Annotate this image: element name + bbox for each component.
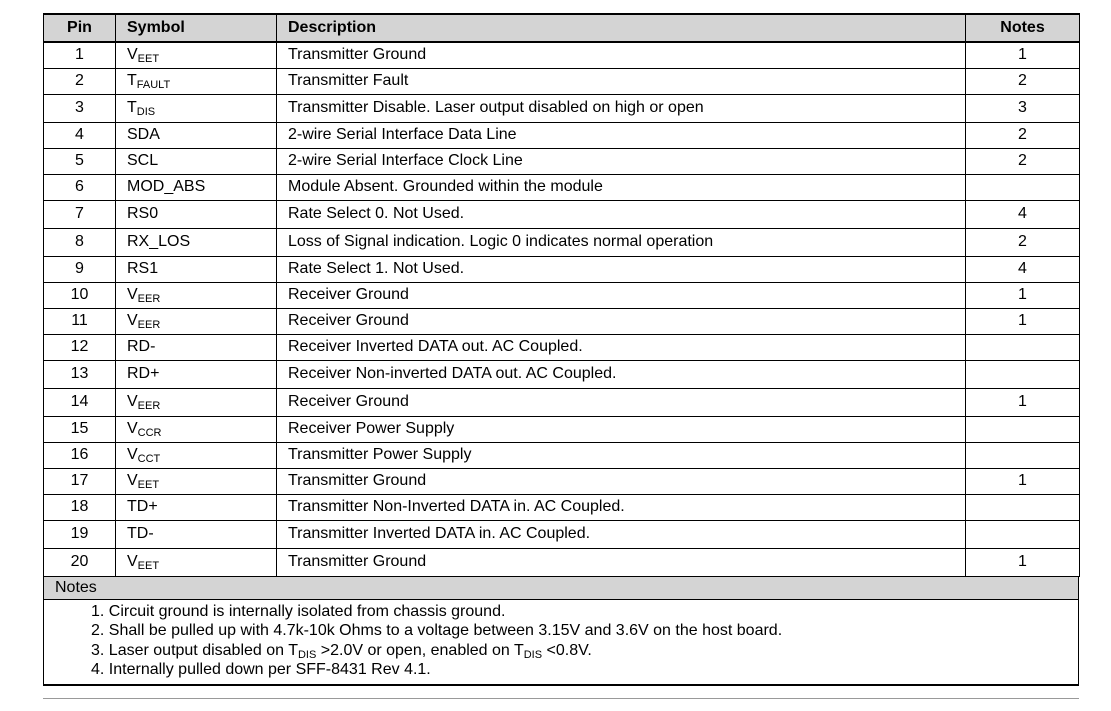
note-3: 3. Laser output disabled on $T_{DIS} >2.0V$ or open, enabled on $T_{DIS} <0.8V$. bbox=[91, 641, 592, 661]
table-row bbox=[44, 94, 1080, 122]
pin-description: Rate Select 1. Not Used. bbox=[277, 256, 966, 282]
pin-notes: 4 bbox=[966, 256, 1080, 282]
table-row bbox=[44, 468, 1080, 494]
pin-number: 4 bbox=[44, 122, 116, 148]
pin-symbol: $V_{EER}$ bbox=[116, 308, 277, 334]
table-header-row bbox=[44, 14, 1080, 42]
pin-symbol: $T_{FAULT}$ bbox=[116, 68, 277, 94]
table-row bbox=[44, 42, 1080, 68]
pin-symbol: $V_{CCR}$ bbox=[116, 416, 277, 442]
note-4: 4. Internally pulled down per SFF-8431 Rev 4.1. bbox=[91, 661, 431, 678]
pin-description: Transmitter Inverted DATA in. AC Coupled. bbox=[277, 520, 966, 548]
table-row bbox=[44, 494, 1080, 520]
table-row bbox=[44, 148, 1080, 174]
pin-notes bbox=[966, 174, 1080, 200]
note-3-text: Laser output disabled on $T_{DIS} >2.0V$ or open, enabled on $T_{DIS} <0.8V$. bbox=[108, 641, 592, 661]
pin-symbol: TD- bbox=[116, 520, 277, 548]
pin-notes: 1 bbox=[966, 42, 1080, 68]
pin-number: 3 bbox=[44, 94, 116, 122]
table-row bbox=[44, 282, 1080, 308]
table-row bbox=[44, 416, 1080, 442]
pin-notes bbox=[966, 494, 1080, 520]
pin-symbol: $T_{DIS}$ bbox=[116, 94, 277, 122]
table-row bbox=[44, 122, 1080, 148]
note-1-text: Circuit ground is internally isolated from chassis ground. bbox=[108, 602, 506, 620]
pin-notes: 1 bbox=[966, 548, 1080, 576]
table-row bbox=[44, 388, 1080, 416]
pin-description: Transmitter Ground bbox=[277, 42, 966, 68]
header-notes: Notes bbox=[966, 14, 1080, 42]
table-row bbox=[44, 520, 1080, 548]
table-row bbox=[44, 442, 1080, 468]
pin-number: 10 bbox=[44, 282, 116, 308]
pin-notes: 2 bbox=[966, 228, 1080, 256]
table-row bbox=[44, 334, 1080, 360]
pin-number: 14 bbox=[44, 388, 116, 416]
table-row bbox=[44, 256, 1080, 282]
pin-symbol: RS1 bbox=[116, 256, 277, 282]
pin-symbol: $V_{EET}$ bbox=[116, 468, 277, 494]
pin-symbol: TD+ bbox=[116, 494, 277, 520]
pin-notes bbox=[966, 442, 1080, 468]
pin-notes bbox=[966, 520, 1080, 548]
table-row bbox=[44, 308, 1080, 334]
pin-number: 11 bbox=[44, 308, 116, 334]
table-row bbox=[44, 228, 1080, 256]
pin-number: 18 bbox=[44, 494, 116, 520]
pin-symbol: $V_{EET}$ bbox=[116, 42, 277, 68]
pin-description: 2-wire Serial Interface Clock Line bbox=[277, 148, 966, 174]
pin-symbol: $V_{EER}$ bbox=[116, 282, 277, 308]
pin-symbol: RD- bbox=[116, 334, 277, 360]
pin-description: Transmitter Non-Inverted DATA in. AC Coupled. bbox=[277, 494, 966, 520]
pin-description: Receiver Ground bbox=[277, 388, 966, 416]
pin-number: 19 bbox=[44, 520, 116, 548]
pin-symbol: RD+ bbox=[116, 360, 277, 388]
pin-notes: 3 bbox=[966, 94, 1080, 122]
pin-notes bbox=[966, 416, 1080, 442]
pin-symbol: $V_{EER}$ bbox=[116, 388, 277, 416]
pin-notes: 1 bbox=[966, 282, 1080, 308]
pin-description: Rate Select 0. Not Used. bbox=[277, 200, 966, 228]
pin-notes: 2 bbox=[966, 148, 1080, 174]
pin-number: 7 bbox=[44, 200, 116, 228]
pin-description: Module Absent. Grounded within the module bbox=[277, 174, 966, 200]
pin-number: 6 bbox=[44, 174, 116, 200]
pin-description: Receiver Ground bbox=[277, 282, 966, 308]
pin-notes: 1 bbox=[966, 388, 1080, 416]
table-body bbox=[44, 42, 1080, 576]
pin-definition-table bbox=[43, 13, 1080, 577]
table-row bbox=[44, 200, 1080, 228]
pin-notes: 2 bbox=[966, 122, 1080, 148]
pin-notes bbox=[966, 360, 1080, 388]
note-2-text: Shall be pulled up with 4.7k-10k Ohms to a voltage between 3.15V and 3.6V on the host board. bbox=[108, 622, 783, 639]
header-symbol: Symbol bbox=[116, 14, 277, 42]
pin-number: 5 bbox=[44, 148, 116, 174]
pin-description: Loss of Signal indication. Logic 0 indicates normal operation bbox=[277, 228, 966, 256]
table-row bbox=[44, 174, 1080, 200]
table-row bbox=[44, 360, 1080, 388]
pin-description: Transmitter Power Supply bbox=[277, 442, 966, 468]
pin-symbol: $V_{EET}$ bbox=[116, 548, 277, 576]
pin-symbol: SDA bbox=[116, 122, 277, 148]
pin-number: 9 bbox=[44, 256, 116, 282]
pin-symbol: RS0 bbox=[116, 200, 277, 228]
pin-notes: 4 bbox=[966, 200, 1080, 228]
note-2: 2. Shall be pulled up with 4.7k-10k Ohms to a voltage between 3.15V and 3.6V on the host board. bbox=[91, 622, 783, 639]
pin-symbol: SCL bbox=[116, 148, 277, 174]
pin-description: 2-wire Serial Interface Data Line bbox=[277, 122, 966, 148]
pin-symbol: MOD_ABS bbox=[116, 174, 277, 200]
pin-notes: 1 bbox=[966, 308, 1080, 334]
pin-description: Transmitter Ground bbox=[277, 468, 966, 494]
pin-number: 2 bbox=[44, 68, 116, 94]
pin-number: 13 bbox=[44, 360, 116, 388]
header-description: Description bbox=[277, 14, 966, 42]
page-bottom-rule bbox=[43, 698, 1079, 699]
notes-heading: Notes bbox=[43, 577, 1079, 600]
table-row bbox=[44, 68, 1080, 94]
pin-description: Receiver Non-inverted DATA out. AC Coupled. bbox=[277, 360, 966, 388]
pin-description: Transmitter Fault bbox=[277, 68, 966, 94]
header-pin: Pin bbox=[44, 14, 116, 42]
pin-symbol: RX_LOS bbox=[116, 228, 277, 256]
pin-number: 15 bbox=[44, 416, 116, 442]
pin-description: Receiver Power Supply bbox=[277, 416, 966, 442]
pin-description: Transmitter Ground bbox=[277, 548, 966, 576]
pin-number: 17 bbox=[44, 468, 116, 494]
pin-number: 12 bbox=[44, 334, 116, 360]
pin-number: 8 bbox=[44, 228, 116, 256]
note-4-text: Internally pulled down per SFF-8431 Rev 4.1. bbox=[108, 661, 431, 678]
pin-number: 20 bbox=[44, 548, 116, 576]
pin-notes bbox=[966, 334, 1080, 360]
pin-number: 1 bbox=[44, 42, 116, 68]
pin-symbol: $V_{CCT}$ bbox=[116, 442, 277, 468]
pin-description: Receiver Ground bbox=[277, 308, 966, 334]
pin-notes: 1 bbox=[966, 468, 1080, 494]
notes-list bbox=[43, 600, 1079, 686]
table-row bbox=[44, 548, 1080, 576]
pin-notes: 2 bbox=[966, 68, 1080, 94]
pin-number: 16 bbox=[44, 442, 116, 468]
pin-description: Transmitter Disable. Laser output disabled on high or open bbox=[277, 94, 966, 122]
pin-description: Receiver Inverted DATA out. AC Coupled. bbox=[277, 334, 966, 360]
note-1: 1. Circuit ground is internally isolated from chassis ground. bbox=[91, 602, 506, 620]
pin-definition-table-wrapper bbox=[43, 13, 1079, 686]
